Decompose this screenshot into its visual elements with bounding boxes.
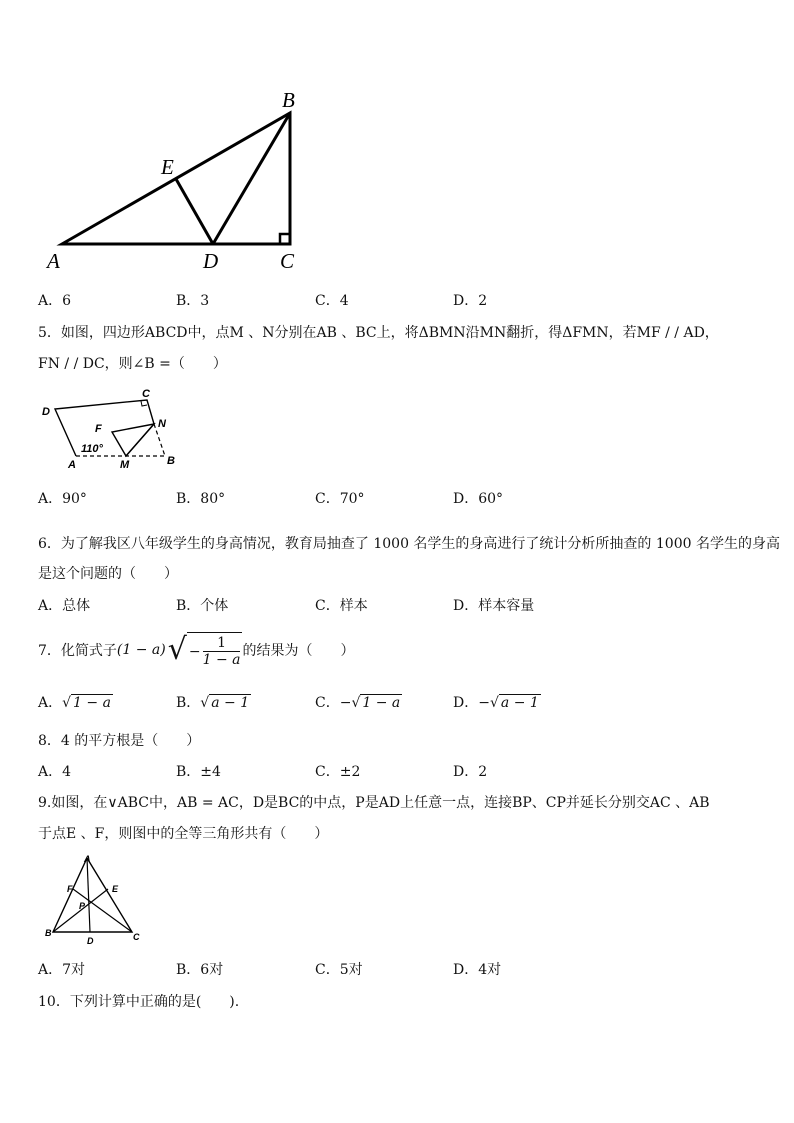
q5-label-m: M <box>120 459 130 471</box>
q7-radicand: − $\frac{1}{1 - a}$ <box>187 632 243 668</box>
q9-label-c: C <box>133 932 140 942</box>
q9-label-f: F <box>67 884 73 894</box>
q4-option-b[interactable]: B．3 <box>176 293 210 309</box>
q4-option-d[interactable]: D．2 <box>453 293 488 309</box>
q5-option-b[interactable]: B．80° <box>176 491 226 507</box>
q10-text: 10．下列计算中正确的是( ). <box>38 994 240 1010</box>
q5-label-n: N <box>158 418 166 430</box>
q6-text-line1: 6．为了解我区八年级学生的身高情况，教育局抽查了 1000 名学生的身高进行了统计分析所抽查的 1000 名学生的身高 <box>38 536 780 552</box>
q7-option-d[interactable]: D．−√ a − 1 <box>453 695 539 711</box>
q6-option-d[interactable]: D．样本容量 <box>453 598 535 614</box>
q8-option-a[interactable]: A．4 <box>38 764 72 780</box>
q7-frac-num: 1 <box>203 635 241 652</box>
q7-suffix: 的结果为（ ） <box>242 643 355 659</box>
q7-option-a[interactable]: A．√ 1 − a <box>38 695 111 711</box>
q8-text: 8．4 的平方根是（ ） <box>38 733 201 749</box>
q9-text-line1: 9.如图，在∨ABC中，AB = AC，D是BC的中点，P是AD上任意一点，连接BP、CP并延长分别交AC 、AB <box>38 795 710 811</box>
q7-factor: (1 − a) <box>116 642 166 658</box>
q9-label-e: E <box>112 884 119 894</box>
q5-label-f: F <box>95 423 102 435</box>
q5-label-c: C <box>142 388 150 400</box>
q6-option-a[interactable]: A．总体 <box>38 598 91 614</box>
q9-label-a: A <box>84 854 91 864</box>
q5-angle-label: 110° <box>81 443 103 455</box>
q9-label-p: P <box>79 901 86 911</box>
q5-label-a: A <box>68 459 76 471</box>
q7-sqrt-sign: √ <box>167 632 187 667</box>
q7-option-c-sign: − <box>339 695 352 711</box>
triangle-abc <box>53 858 132 932</box>
q5-label-b: B <box>167 455 175 467</box>
q9-option-b[interactable]: B．6对 <box>176 962 224 978</box>
q8-option-b[interactable]: B．±4 <box>176 764 221 780</box>
q6-option-b[interactable]: B．个体 <box>176 598 229 614</box>
q9-label-b: B <box>45 928 52 938</box>
q5-text-line1: 5．如图，四边形ABCD中，点M 、N分别在AB 、BC上，将ΔBMN沿MN翻折，得ΔFMN，若MF / / AD， <box>38 325 719 341</box>
q4-option-c[interactable]: C．4 <box>315 293 349 309</box>
q7-option-b[interactable]: B．√ a − 1 <box>176 695 250 711</box>
label-a: A <box>47 249 60 273</box>
q7-option-c-letter: C． <box>315 695 340 711</box>
q7-option-a-letter: A． <box>38 695 63 711</box>
q6-option-c[interactable]: C．样本 <box>315 598 368 614</box>
q9-option-d[interactable]: D．4对 <box>453 962 502 978</box>
q7-frac-den: 1 − a <box>202 652 241 668</box>
q4-option-a[interactable]: A．6 <box>38 293 72 309</box>
q5-label-d: D <box>42 406 50 418</box>
label-c: C <box>280 249 295 273</box>
q9-option-a[interactable]: A．7对 <box>38 962 86 978</box>
q5-option-c[interactable]: C．70° <box>315 491 365 507</box>
q9-option-c[interactable]: C．5对 <box>315 962 363 978</box>
q7-option-a-rad: 1 − a <box>73 695 111 711</box>
q7-option-d-sign: − <box>478 695 490 711</box>
q7-prefix: 7．化简式子 <box>38 643 117 659</box>
q7-option-c-rad: 1 − a <box>362 695 401 711</box>
q8-option-c[interactable]: C．±2 <box>315 764 361 780</box>
q9-label-d: D <box>87 936 94 946</box>
q6-text-line2: 是这个问题的（ ） <box>38 566 178 582</box>
q7-option-b-letter: B． <box>176 695 201 711</box>
q7-option-d-rad: a − 1 <box>500 695 539 711</box>
segment-ad <box>87 858 90 932</box>
label-e: E <box>161 155 174 179</box>
q5-option-a[interactable]: A．90° <box>38 491 87 507</box>
label-b: B <box>282 88 295 112</box>
q7-option-c[interactable]: C．−√ 1 − a <box>315 695 401 711</box>
q5-option-d[interactable]: D．60° <box>453 491 504 507</box>
q8-option-d[interactable]: D．2 <box>453 764 488 780</box>
q7-option-d-letter: D． <box>453 695 479 711</box>
q7-option-b-rad: a − 1 <box>211 695 250 711</box>
q5-text-line2: FN / / DC，则∠B =（ ） <box>38 356 227 372</box>
q9-text-line2: 于点E 、F，则图中的全等三角形共有（ ） <box>38 826 329 842</box>
label-d: D <box>203 249 219 273</box>
